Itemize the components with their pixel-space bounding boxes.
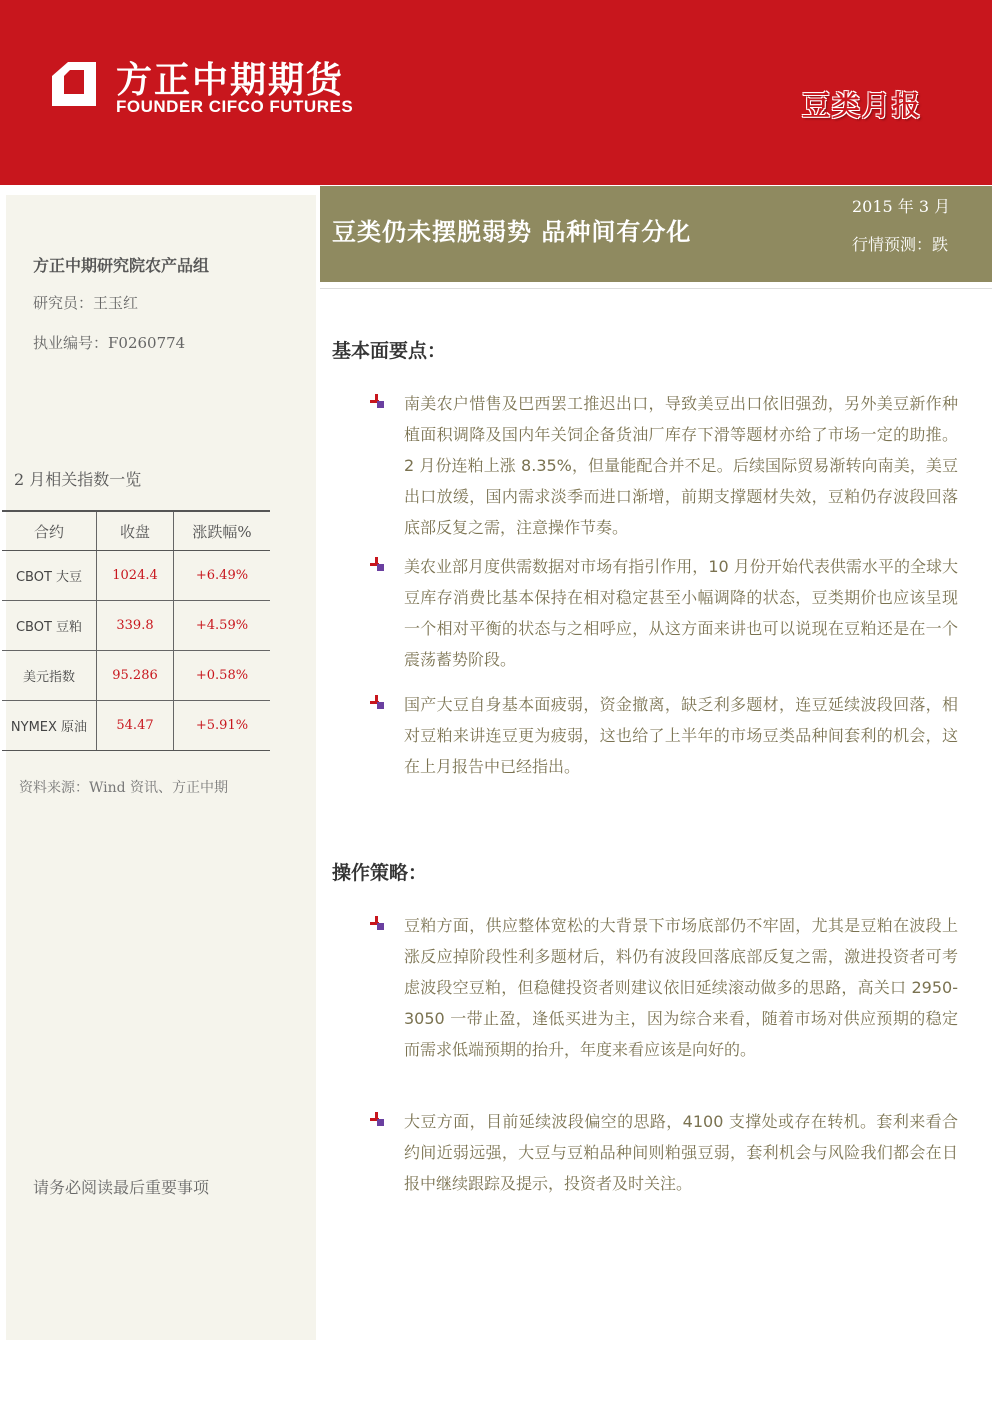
table-header-row	[2, 511, 270, 551]
fundamentals-heading: 基本面要点：	[332, 340, 447, 362]
researcher-name: 研究员：王玉红	[33, 294, 139, 312]
index-table	[2, 510, 270, 751]
list-item	[370, 388, 958, 543]
strategy-bullet-text: 大豆方面，目前延续波段偏空的思路，4100 支撑处或存在转机。套利来看合约间近弱远强，大豆与豆粕品种间则粕强豆弱，套利机会与风险我们都会在日报中继续跟踪及提示，投资者及时关注。	[404, 1112, 958, 1193]
strategy-heading: 操作策略：	[332, 862, 428, 884]
table-row	[2, 651, 270, 701]
report-type-label: 豆类月报	[801, 89, 922, 122]
title-bar	[320, 186, 992, 282]
bullet-arrow-icon	[370, 916, 384, 930]
fundamentals-bullet-text: 美农业部月度供需数据对市场有指引作用，10 月份开始代表供需水平的全球大豆库存消费比基本保持在相对稳定甚至小幅调降的状态，豆类期价也应该呈现一个相对平衡的状态与之相呼应，从这方面来讲也可以说现在豆粕还是在一个震荡蓄势阶段。	[404, 557, 958, 669]
disclaimer-note: 请务必阅读最后重要事项	[33, 1178, 210, 1197]
list-item	[370, 551, 958, 675]
column-header-close: 收盘	[97, 511, 174, 551]
column-header-change: 涨跌幅%	[174, 511, 271, 551]
report-date: 2015 年 3 月	[852, 197, 951, 216]
fundamentals-bullet-text: 国产大豆自身基本面疲弱，资金撤离，缺乏利多题材，连豆延续波段回落，相对豆粕来讲连豆更为疲弱，这也给了上半年的市场豆类品种间套利的机会，这在上月报告中已经指出。	[404, 695, 958, 776]
cell-change: +0.58%	[174, 651, 271, 701]
report-header	[0, 0, 992, 185]
report-title: 豆类仍未摆脱弱势 品种间有分化	[332, 218, 692, 246]
bullet-arrow-icon	[370, 1112, 384, 1126]
table-row	[2, 601, 270, 651]
data-source-note: 资料来源：Wind 资讯、方正中期	[19, 780, 229, 796]
company-name-en: FOUNDER CIFCO FUTURES	[116, 97, 354, 116]
list-item	[370, 1106, 958, 1199]
company-logo-icon	[48, 58, 100, 110]
index-table-title: 2 月相关指数一览	[14, 470, 142, 489]
column-header-contract: 合约	[2, 511, 97, 551]
fundamentals-bullet-text: 南美农户惜售及巴西罢工推迟出口，导致美豆出口依旧强劲，另外美豆新作种植面积调降及国内年关饲企备货油厂库存下滑等题材亦给了市场一定的助推。2 月份连粕上涨 8.35%，但量能配合并不足。后续国际贸易渐转向南美，美豆出口放缓，国内需求淡季而进口渐增，前期支撑题材失效，豆粕仍存波段回落底部反复之需，注意操作节奏。	[404, 394, 958, 537]
market-forecast: 行情预测：跌	[852, 235, 949, 254]
sidebar	[6, 195, 316, 1340]
cell-change: +4.59%	[174, 601, 271, 651]
cell-contract: NYMEX 原油	[2, 701, 97, 751]
cell-close: 95.286	[97, 651, 174, 701]
cell-close: 1024.4	[97, 551, 174, 601]
cell-contract: CBOT 豆粕	[2, 601, 97, 651]
cell-change: +5.91%	[174, 701, 271, 751]
bullet-arrow-icon	[370, 695, 384, 709]
license-number: 执业编号：F0260774	[33, 334, 186, 352]
cell-contract: 美元指数	[2, 651, 97, 701]
bullet-arrow-icon	[370, 394, 384, 408]
cell-close: 339.8	[97, 601, 174, 651]
list-item	[370, 910, 958, 1065]
table-row	[2, 701, 270, 751]
title-divider	[320, 288, 992, 289]
cell-close: 54.47	[97, 701, 174, 751]
cell-contract: CBOT 大豆	[2, 551, 97, 601]
research-org: 方正中期研究院农产品组	[33, 256, 210, 275]
cell-change: +6.49%	[174, 551, 271, 601]
table-row	[2, 551, 270, 601]
company-name-cn: 方正中期期货	[116, 60, 345, 101]
strategy-bullet-text: 豆粕方面，供应整体宽松的大背景下市场底部仍不牢固，尤其是豆粕在波段上涨反应掉阶段性利多题材后，料仍有波段回落底部反复之需，激进投资者可考虑波段空豆粕，但稳健投资者则建议依旧延续滚动做多的思路，高关口 2950-3050 一带止盈，逢低买进为主，因为综合来看，随着市场对供应预期的稳定而需求低端预期的抬升，年度来看应该是向好的。	[404, 916, 958, 1059]
bullet-arrow-icon	[370, 557, 384, 571]
list-item	[370, 689, 958, 782]
